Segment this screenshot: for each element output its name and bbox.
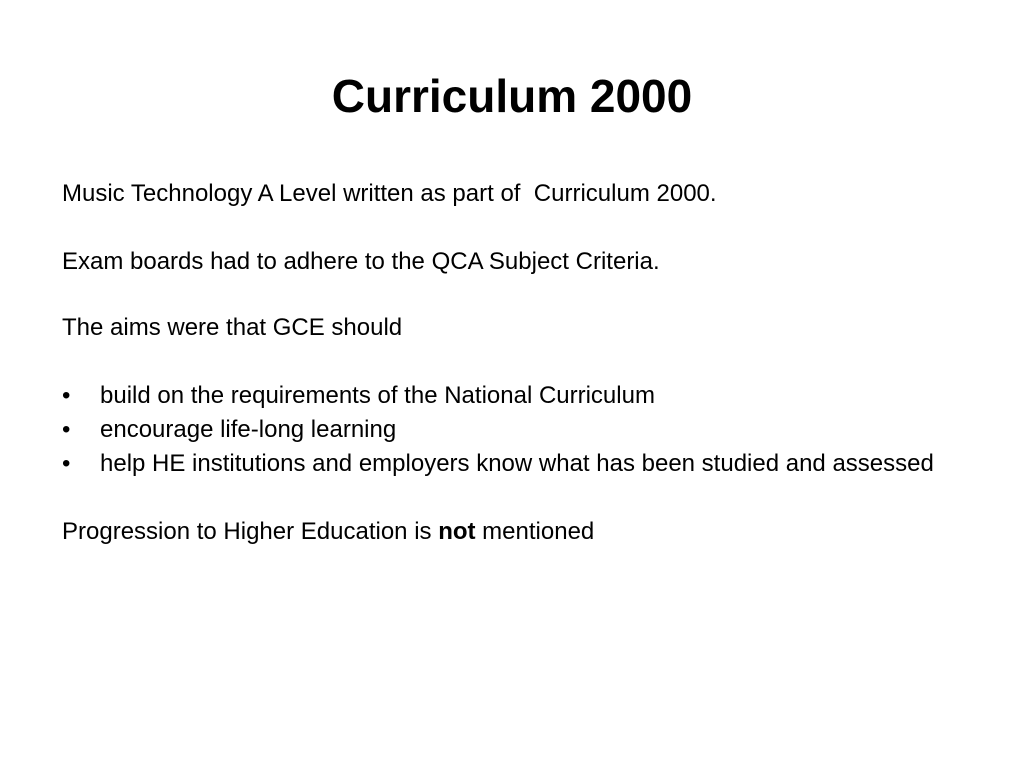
aims-bullet-list — [62, 382, 982, 478]
bullet-text: build on the requirements of the National Curriculum — [100, 382, 655, 409]
closing-text-before: Progression to Higher Education is — [62, 518, 439, 545]
paragraph-curriculum-2000: Music Technology A Level written as part of Curriculum 2000. — [62, 180, 717, 207]
bullet-item — [62, 416, 982, 444]
closing-emphasis: not — [438, 518, 476, 545]
bullet-text: help HE institutions and employers know what has been studied and assessed — [100, 450, 934, 477]
bullet-marker: • — [62, 450, 71, 477]
closing-statement — [62, 518, 982, 546]
bullet-item — [62, 450, 982, 478]
slide-title: Curriculum 2000 — [331, 70, 693, 122]
paragraph-qca-criteria: Exam boards had to adhere to the QCA Subject Criteria. — [62, 248, 660, 275]
paragraph-aims-intro: The aims were that GCE should — [62, 314, 403, 341]
slide-body — [62, 180, 982, 546]
closing-text-after: mentioned — [475, 518, 595, 545]
bullet-item — [62, 382, 982, 410]
bullet-text: encourage life-long learning — [100, 416, 397, 443]
bullet-marker: • — [62, 382, 71, 409]
bullet-marker: • — [62, 416, 71, 443]
